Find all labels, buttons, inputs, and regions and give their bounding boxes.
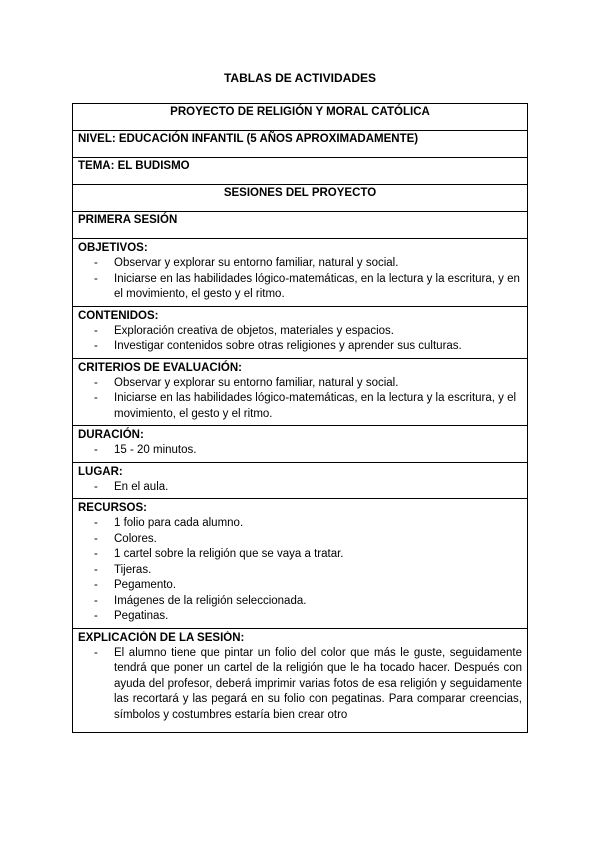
list-item: - 1 cartel sobre la religión que se vaya a tratar. [78,547,522,563]
session-title: PRIMERA SESIÓN [73,212,528,239]
explanation-list [78,646,522,724]
contents-title: CONTENIDOS: [78,309,159,322]
list-item: - En el aula. [78,480,522,496]
objectives-cell [73,239,528,307]
document-title: TABLAS DE ACTIVIDADES [223,71,376,85]
list-item: - Colores. [78,532,522,548]
contents-cell [73,306,528,358]
objectives-list [78,256,522,303]
resources-cell [73,499,528,629]
list-item: - Iniciarse en las habilidades lógico-matemáticas, en la lectura y la escritura, y el movimiento, el gesto y el ritmo. [78,391,522,422]
list-item: - Pegamento. [78,578,522,594]
criteria-list [78,376,522,423]
duration-title: DURACIÓN: [78,429,144,441]
place-list [78,480,522,496]
list-item: - 1 folio para cada alumno. [78,516,522,532]
project-title: PROYECTO DE RELIGIÓN Y MORAL CATÓLICA [73,104,528,131]
contents-list [78,324,522,355]
resources-list [78,516,522,625]
duration-list [78,443,522,459]
resources-title: RECURSOS: [78,502,148,514]
list-item: - Iniciarse en las habilidades lógico-matemáticas, en la lectura y la escritura, y en el movimiento, el gesto y el ritmo. [78,272,522,303]
list-item: - El alumno tiene que pintar un folio del color que más le guste, seguidamente tendrá que poner un cartel de la religión que le ha tocado hacer. Después con ayuda del profesor, deberá imprimir varias fotos de esa religión y seguidamente las recortará y las pegará en su folio con pegatinas. Para comparar creencias, símbolos y costumbres estaría bien crear otro [78,646,522,724]
place-cell [73,462,528,499]
list-item: - Imágenes de la religión seleccionada. [78,594,522,610]
list-item: - 15 - 20 minutos. [78,443,522,459]
sessions-header: SESIONES DEL PROYECTO [73,185,528,212]
criteria-cell [73,358,528,426]
list-item: - Observar y explorar su entorno familiar, natural y social. [78,376,522,392]
duration-cell [73,426,528,463]
list-item: - Observar y explorar su entorno familiar, natural y social. [78,256,522,272]
activities-table [72,103,528,733]
level-row: NIVEL: EDUCACIÓN INFANTIL (5 AÑOS APROXIMADAMENTE) [73,131,528,158]
explanation-title: EXPLICACIÓN DE LA SESIÓN: [78,631,245,644]
list-item: - Tijeras. [78,563,522,579]
list-item: - Investigar contenidos sobre otras religiones y aprender sus culturas. [78,339,522,355]
list-item: - Exploración creativa de objetos, materiales y espacios. [78,324,522,340]
objectives-title: OBJETIVOS: [78,242,148,254]
place-title: LUGAR: [78,465,123,478]
list-item: - Pegatinas. [78,609,522,625]
topic-row: TEMA: EL BUDISMO [73,158,528,185]
explanation-cell [73,628,528,732]
criteria-title: CRITERIOS DE EVALUACIÓN: [78,361,242,374]
